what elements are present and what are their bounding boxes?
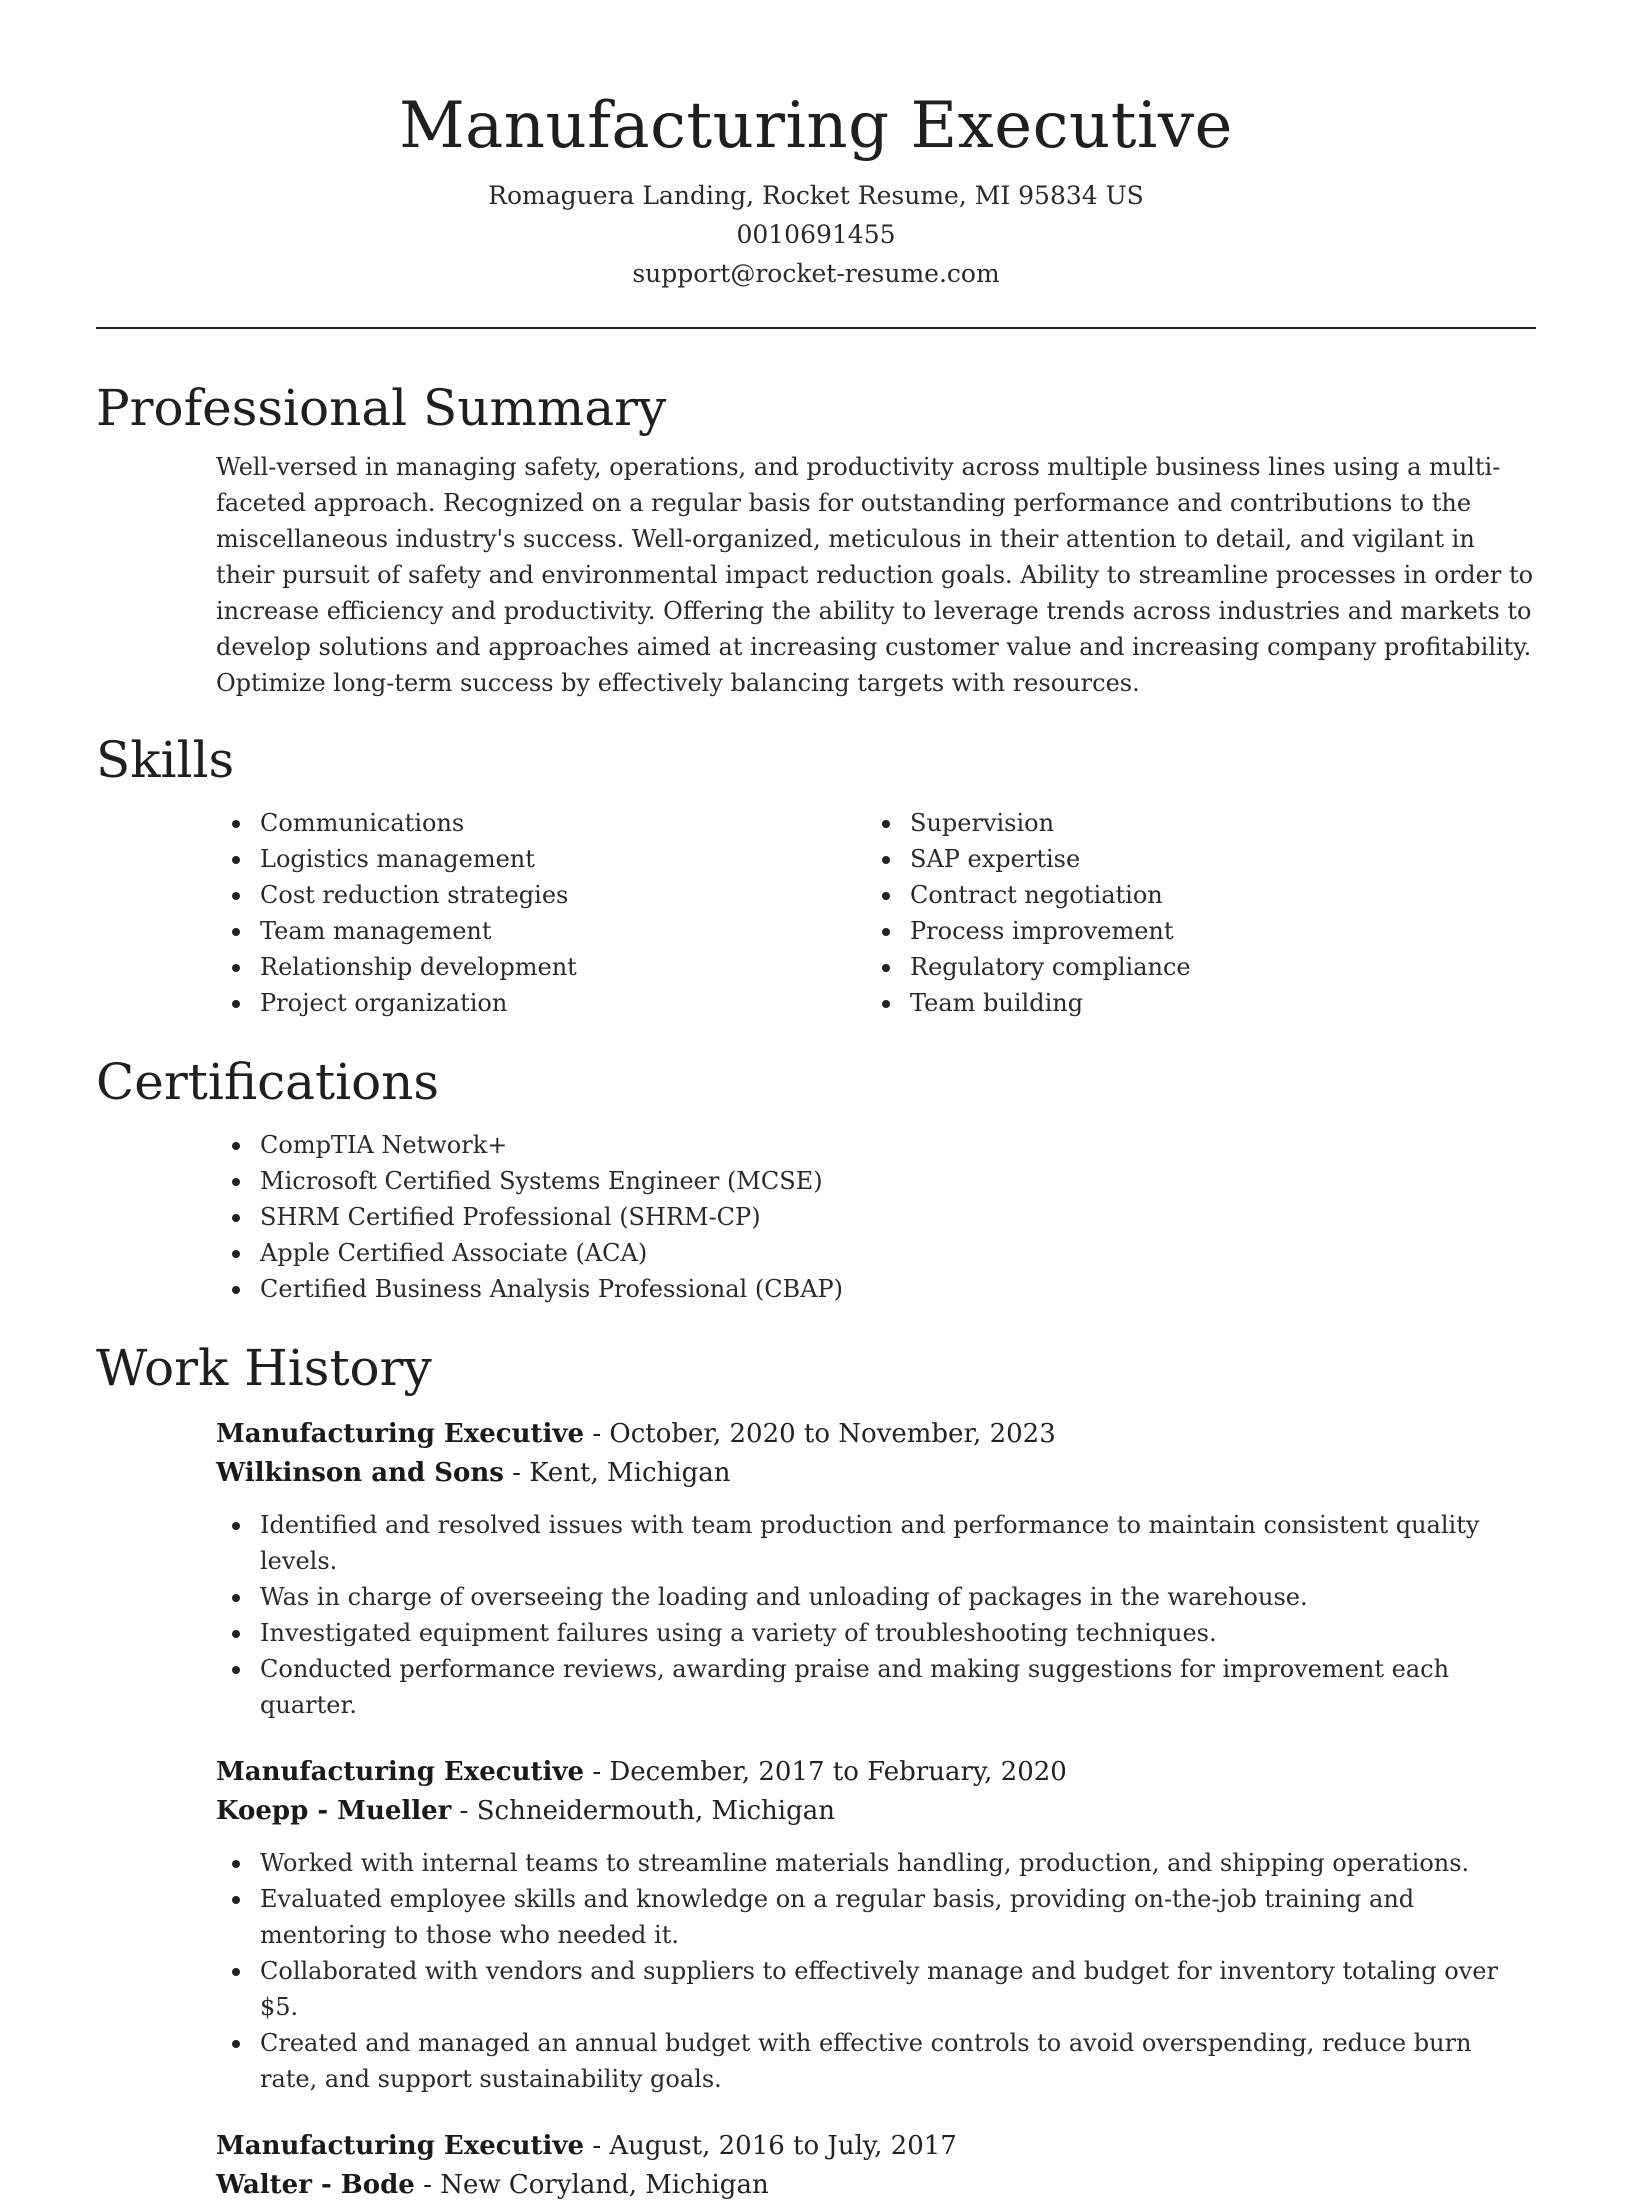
separator: - xyxy=(584,1419,610,1449)
job-duty: Created and managed an annual budget with effective controls to avoid overspending, reduce burn rate, and support sustainability goals. xyxy=(216,2025,1536,2097)
certification-item: Certified Business Analysis Professional (CBAP) xyxy=(216,1271,1536,1307)
job-company-line xyxy=(216,1792,1536,1831)
job-duty: Investigated equipment failures using a variety of troubleshooting techniques. xyxy=(216,1615,1536,1651)
job-duty: Was in charge of overseeing the loading and unloading of packages in the warehouse. xyxy=(216,1579,1536,1615)
certifications-heading: Certifications xyxy=(96,1053,440,1111)
skill-item: Communications xyxy=(216,805,866,841)
job-duty: Evaluated employee skills and knowledge on a regular basis, providing on-the-job training and mentoring to those who needed it. xyxy=(216,1881,1536,1953)
job-location: Kent, Michigan xyxy=(529,1458,731,1488)
summary-section xyxy=(96,373,1536,701)
job-duty: Worked with internal teams to streamline materials handling, production, and shipping operations. xyxy=(216,1845,1536,1881)
candidate-name: Manufacturing Executive xyxy=(399,89,1233,163)
separator: - xyxy=(414,2170,441,2200)
skills-list-left xyxy=(216,805,866,1021)
job-location: New Coryland, Michigan xyxy=(440,2170,769,2200)
job-company-line xyxy=(216,2166,1536,2205)
skill-item: Team building xyxy=(866,985,1516,1021)
company-name: Wilkinson and Sons xyxy=(216,1458,504,1488)
header-divider xyxy=(96,327,1536,329)
job-duty: Identified and resolved issues with team production and performance to maintain consistent quality levels. xyxy=(216,1507,1536,1579)
certification-item: Apple Certified Associate (ACA) xyxy=(216,1235,1536,1271)
job-entry xyxy=(216,1753,1536,2097)
job-title-line xyxy=(216,2127,1536,2166)
separator: - xyxy=(584,2131,610,2161)
job-title-line xyxy=(216,1415,1536,1454)
job-company-line xyxy=(216,1454,1536,1493)
email-address: support@rocket-resume.com xyxy=(632,259,1000,288)
skill-item: SAP expertise xyxy=(866,841,1516,877)
certifications-list xyxy=(216,1127,1536,1307)
contact-info xyxy=(96,176,1536,293)
certification-item: Microsoft Certified Systems Engineer (MCSE) xyxy=(216,1163,1536,1199)
phone-number: 0010691455 xyxy=(736,220,896,249)
summary-text: Well-versed in managing safety, operations, and productivity across multiple business lines using a multi-faceted approach. Recognized on a regular basis for outstanding performance and contributions to the miscellaneous industry's success. Well-organized, meticulous in their attention to detail, and vigilant in their pursuit of safety and environmental impact reduction goals. Ability to streamline processes in order to increase efficiency and productivity. Offering the ability to leverage trends across industries and markets to develop solutions and approaches aimed at increasing customer value and increasing company profitability. Optimize long-term success by effectively balancing targets with resources. xyxy=(216,453,1534,697)
resume-header xyxy=(96,0,1536,293)
separator: - xyxy=(503,1458,530,1488)
job-entry xyxy=(216,1415,1536,1723)
skill-item: Regulatory compliance xyxy=(866,949,1516,985)
job-title: Manufacturing Executive xyxy=(216,1757,585,1787)
skill-item: Project organization xyxy=(216,985,866,1021)
job-duty: Conducted performance reviews, awarding praise and making suggestions for improvement each quarter. xyxy=(216,1651,1536,1723)
skill-item: Relationship development xyxy=(216,949,866,985)
job-dates: August, 2016 to July, 2017 xyxy=(609,2131,957,2161)
job-duties-list xyxy=(216,1507,1536,1723)
job-title-line xyxy=(216,1753,1536,1792)
skill-item: Supervision xyxy=(866,805,1516,841)
separator: - xyxy=(451,1796,477,1826)
job-dates: December, 2017 to February, 2020 xyxy=(609,1757,1067,1787)
skill-item: Contract negotiation xyxy=(866,877,1516,913)
work-history-heading: Work History xyxy=(96,1339,432,1397)
job-duty: Collaborated with vendors and suppliers to effectively manage and budget for inventory totaling over $5. xyxy=(216,1953,1536,2025)
summary-heading: Professional Summary xyxy=(96,379,667,437)
skill-item: Team management xyxy=(216,913,866,949)
resume-page xyxy=(96,0,1536,2200)
job-entry xyxy=(216,2127,1536,2205)
company-name: Walter - Bode xyxy=(216,2170,415,2200)
skills-section xyxy=(96,725,1536,1021)
skill-item: Cost reduction strategies xyxy=(216,877,866,913)
separator: - xyxy=(584,1757,610,1787)
address: Romaguera Landing, Rocket Resume, MI 95834 US xyxy=(488,181,1144,210)
job-dates: October, 2020 to November, 2023 xyxy=(609,1419,1056,1449)
job-location: Schneidermouth, Michigan xyxy=(476,1796,835,1826)
skills-grid xyxy=(216,805,1536,1021)
skill-item: Logistics management xyxy=(216,841,866,877)
company-name: Koepp - Mueller xyxy=(216,1796,452,1826)
certifications-section xyxy=(96,1047,1536,1307)
work-history-section xyxy=(96,1333,1536,2205)
job-duties-list xyxy=(216,1845,1536,2097)
skills-list-right xyxy=(866,805,1516,1021)
certification-item: CompTIA Network+ xyxy=(216,1127,1536,1163)
job-title: Manufacturing Executive xyxy=(216,2131,585,2161)
skills-heading: Skills xyxy=(96,731,235,789)
certification-item: SHRM Certified Professional (SHRM-CP) xyxy=(216,1199,1536,1235)
job-title: Manufacturing Executive xyxy=(216,1419,585,1449)
skill-item: Process improvement xyxy=(866,913,1516,949)
